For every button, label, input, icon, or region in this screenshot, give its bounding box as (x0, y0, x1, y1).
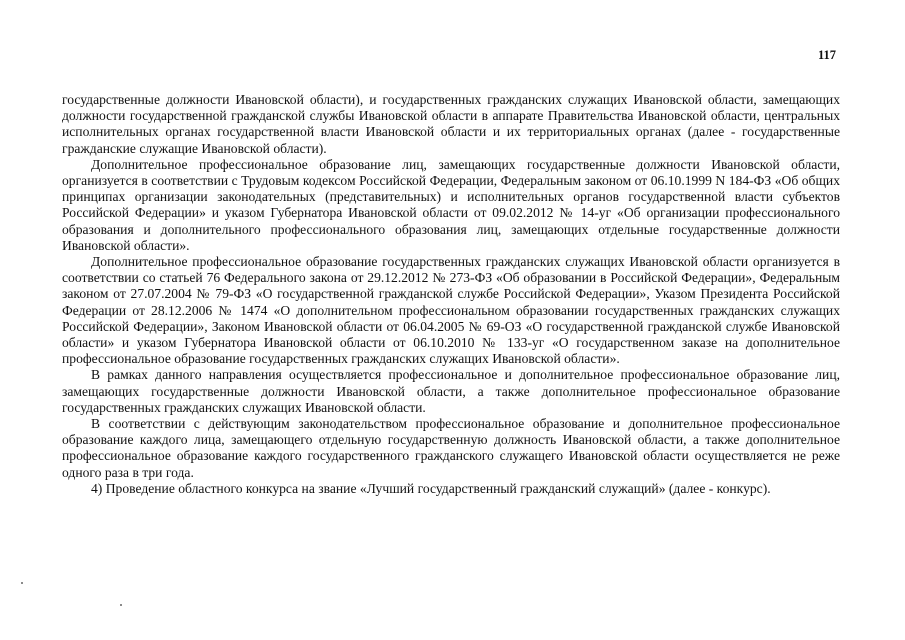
scan-speck (120, 604, 122, 606)
paragraph-civil-servants-education: Дополнительное профессиональное образование государственных гражданских служащих Ивановской области организуется в соответствии со статьей 76 Федерального закона от 29.12.2012 № 273-ФЗ «Об образовании в Российской Федерации», Федеральным законом от 27.07.2004 № 79-ФЗ «О государственной гражданской службе Российской Федерации», Указом Президента Российской Федерации от 28.12.2006 № 1474 «О дополнительном профессиональном образовании государственных гражданских служащих Российской Федерации», Законом Ивановской области от 06.04.2005 № 69-ОЗ «О государственной гражданской службе Ивановской области» и указом Губернатора Ивановской области от 06.10.2010 № 133-уг «О государственном заказе на дополнительное профессиональное образование государственных гражданских служащих Ивановской области». (62, 254, 840, 367)
document-body (62, 92, 840, 497)
paragraph-direction-scope: В рамках данного направления осуществляется профессиональное и дополнительное профессиональное образование лиц, замещающих государственные должности Ивановской области, а также дополнительное профессиональное образование государственных гражданских служащих Ивановской области. (62, 367, 840, 415)
scan-speck (21, 582, 23, 584)
paragraph-contest: 4) Проведение областного конкурса на звание «Лучший государственный гражданский служащий» (далее - конкурс). (91, 480, 771, 496)
paragraph-officials-education: Дополнительное профессиональное образование лиц, замещающих государственные должности Ивановской области, организуется в соответствии с Трудовым кодексом Российской Федерации, Федеральным законом от 06.10.1999 N 184-ФЗ «Об общих принципах организации законодательных (представительных) и исполнительных органов государственной власти субъектов Российской Федерации» и указом Губернатора Ивановской области от 09.02.2012 № 14-уг «Об организации профессионального образования и дополнительного профессионального образования лиц, замещающих отдельные государственные должности Ивановской области». (62, 156, 840, 253)
paragraph-continuation: государственные должности Ивановской области), и государственных гражданских служащих Ивановской области, замещающих должности государственной гражданской службы Ивановской области в аппарате Правительства Ивановской области, центральных исполнительных органах государственной власти Ивановской области и их территориальных органах (далее - государственные гражданские служащие Ивановской области). (62, 92, 840, 156)
page-number: 117 (818, 48, 837, 62)
paragraph-frequency: В соответствии с действующим законодательством профессиональное образование и дополнительное профессиональное образование каждого лица, замещающего отдельную государственную должность Ивановской области, а также дополнительное профессиональное образование каждого государственного гражданского служащего Ивановской области осуществляется не реже одного раза в три года. (62, 416, 840, 480)
